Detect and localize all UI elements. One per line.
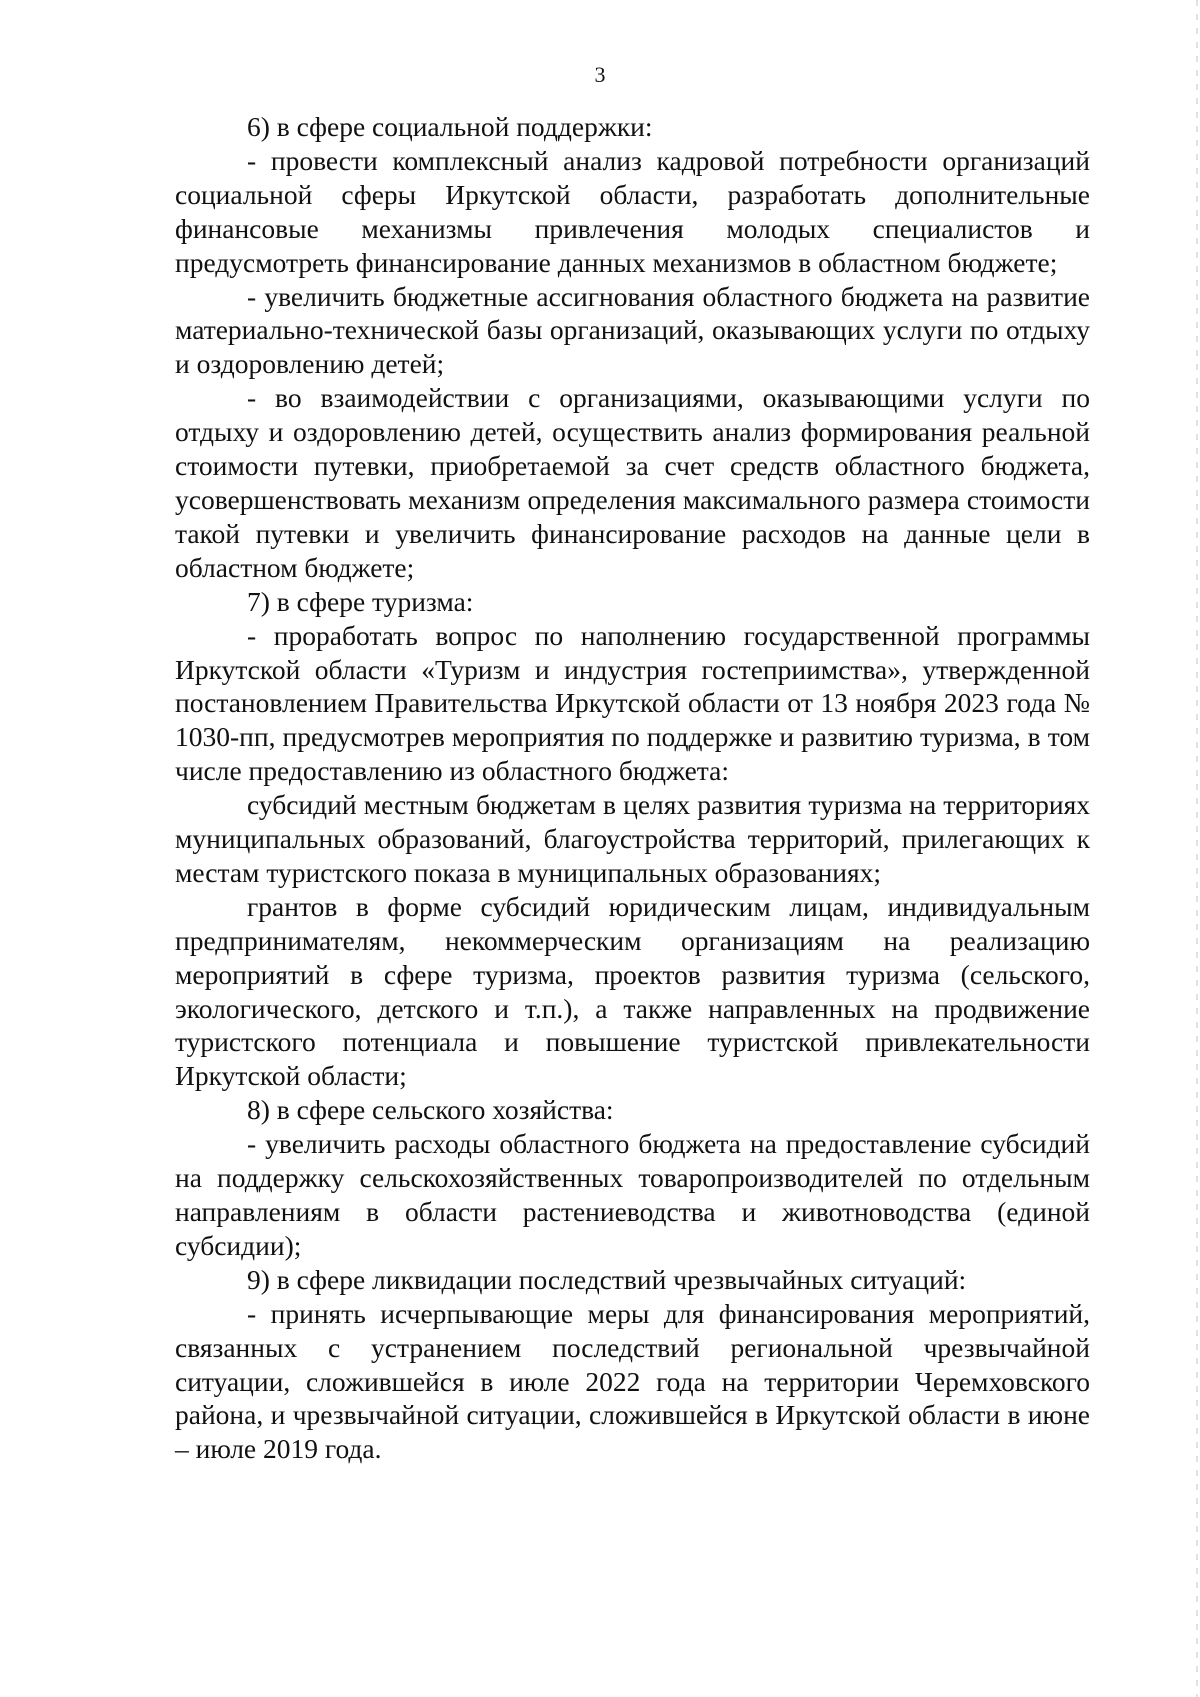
paragraph-emergency-measures: - принять исчерпывающие меры для финансирования мероприятий, связанных с устранением последствий региональной чрезвычайной ситуации, сложившейся в июле 2022 года на территории Черемховского района, и чрезвычайной ситуации, сложившейся в Иркутской области в июне – июле 2019 года. xyxy=(175,1297,1090,1465)
section-heading-tourism: 7) в сфере туризма: xyxy=(247,585,474,617)
scan-edge-artifact xyxy=(1196,0,1198,1697)
document-body xyxy=(175,110,1090,1466)
paragraph-grants: грантов в форме субсидий юридическим лицам, индивидуальным предпринимателям, некоммерческим организациям на реализацию мероприятий в сфере туризма, проектов развития туризма (сельского, экологического, детского и т.п.), а также направленных на продвижение туристского потенциала и повышение туристской привлекательности Иркутской области; xyxy=(175,890,1090,1092)
section-heading-agriculture: 8) в сфере сельского хозяйства: xyxy=(247,1094,614,1126)
paragraph-agriculture-subsidies: - увеличить расходы областного бюджета на предоставление субсидий на поддержку сельскохозяйственных товаропроизводителей по отдельным направлениям в области растениеводства и животноводства (единой субсидии); xyxy=(175,1128,1090,1261)
paragraph-staffing-analysis: - провести комплексный анализ кадровой потребности организаций социальной сферы Иркутской области, разработать дополнительные финансовые механизмы привлечения молодых специалистов и предусмотреть финансирование данных механизмов в областном бюджете; xyxy=(175,144,1090,278)
section-heading-social-support: 6) в сфере социальной поддержки: xyxy=(247,111,653,142)
paragraph-voucher-cost-analysis: - во взаимодействии с организациями, оказывающими услуги по отдыху и оздоровлению детей, осуществить анализ формирования реальной стоимости путевки, приобретаемой за счет средств областного бюджета, усовершенствовать механизм определения максимального размера стоимости такой путевки и увеличить финансирование расходов на данные цели в областном бюджете; xyxy=(175,382,1090,583)
section-heading-emergencies: 9) в сфере ликвидации последствий чрезвычайных ситуаций: xyxy=(247,1263,967,1295)
paragraph-children-recreation-funding: - увеличить бюджетные ассигнования областного бюджета на развитие материально-технической базы организаций, оказывающих услуги по отдыху и оздоровлению детей; xyxy=(175,280,1090,380)
paragraph-municipal-subsidies: субсидий местным бюджетам в целях развития туризма на территориях муниципальных образований, благоустройства территорий, прилегающих к местам туристского показа в муниципальных образованиях; xyxy=(175,789,1090,888)
page-number: 3 xyxy=(594,62,606,87)
paragraph-tourism-program: - проработать вопрос по наполнению государственной программы Иркутской области «Туризм и индустрия гостеприимства», утвержденной постановлением Правительства Иркутской области от 13 ноября 2023 года № 1030-пп, предусмотрев мероприятия по поддержке и развитию туризма, в том числе предоставлению из областного бюджета: xyxy=(175,619,1090,787)
